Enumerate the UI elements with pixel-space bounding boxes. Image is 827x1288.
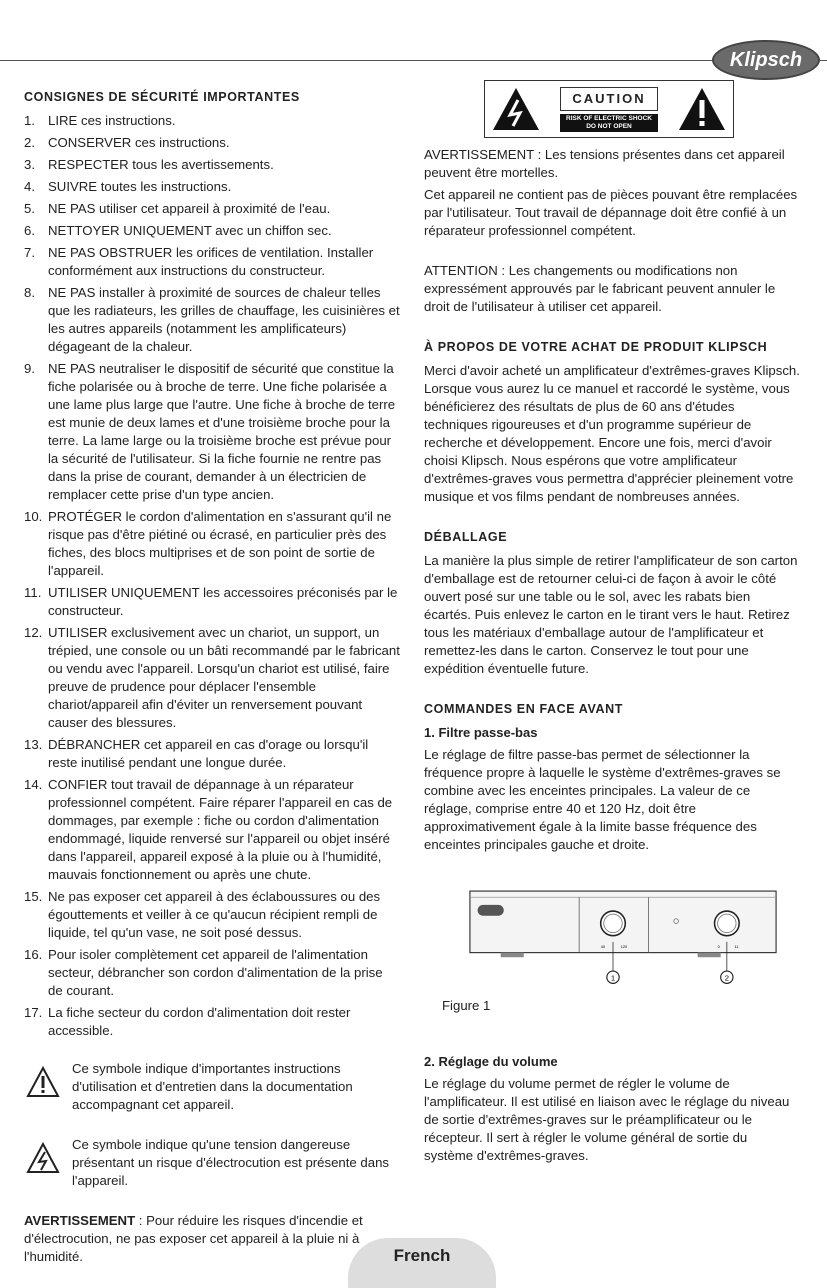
warning-triangle-icon (26, 1066, 60, 1098)
safety-item-text: RESPECTER tous les avertissements. (48, 157, 274, 172)
safety-item (24, 508, 400, 580)
knob1-min: 40 (600, 945, 605, 949)
knob1-max: 120 (620, 945, 628, 949)
knob2-max: 11 (734, 945, 739, 949)
warning-label: AVERTISSEMENT (24, 1213, 136, 1228)
klipsch-logo: Klipsch (712, 40, 820, 80)
safety-item (24, 776, 400, 884)
safety-item-number: 8. (24, 285, 35, 300)
safety-item-number: 7. (24, 245, 35, 260)
warning-paragraph (424, 146, 800, 182)
safety-item-number: 4. (24, 179, 35, 194)
header-rule (0, 60, 827, 61)
volume-title: 2. Réglage du volume (424, 1054, 558, 1069)
amplifier-front-panel-figure (424, 888, 822, 988)
safety-item (24, 284, 400, 356)
safety-item-number: 13. (24, 737, 43, 752)
safety-item-text: DÉBRANCHER cet appareil en cas d'orage ou lorsqu'il reste inutilisé pendant une longue durée. (48, 737, 369, 770)
safety-column (24, 88, 400, 1270)
callout-1-label: 1 (610, 973, 616, 983)
safety-item-number: 15. (24, 889, 43, 904)
caution-sub2: DO NOT OPEN (586, 122, 632, 130)
safety-item-text: CONFIER tout travail de dépannage à un réparateur professionnel compétent. Faire réparer l'appareil en cas de dommages, par exemple : fiche ou cordon d'alimentation endommagé, liquide renversé sur l'appareil ou objet inséré dans l'appareil, appareil exposé à la pluie ou à l'humidité, mauvais fonctionnement ou après une chute. (48, 777, 393, 882)
service-paragraph: Cet appareil ne contient pas de pièces pouvant être remplacées par l'utilisateur. Tout travail de dépannage doit être confié à un réparateur professionnel compétent. (424, 187, 798, 238)
filter-text: Le réglage de filtre passe-bas permet de sélectionner la fréquence propre à laquelle le système d'extrêmes-graves se combine avec les enceintes principales. La valeur de ce réglage, comprise entre 40 et 120 Hz, doit être approximativement égale à la limite basse fréquence des enceintes principales gauche et droite. (424, 747, 781, 852)
safety-item-text: NE PAS OBSTRUER les orifices de ventilation. Installer conformément aux instructions du constructeur. (48, 245, 374, 278)
safety-item-number: 1. (24, 113, 35, 128)
safety-item-text: Pour isoler complètement cet appareil de l'alimentation secteur, débrancher son cordon d'alimentation de la prise de courant. (48, 947, 383, 998)
safety-list (24, 112, 400, 1040)
symbol1-text: Ce symbole indique d'importantes instructions d'utilisation et d'entretien dans la documentation accompagnant cet appareil. (72, 1061, 353, 1112)
unpack-title: DÉBALLAGE (424, 530, 508, 544)
filter-knob (601, 911, 626, 936)
safety-item (24, 888, 400, 942)
safety-item (24, 156, 400, 174)
safety-item-text: SUIVRE toutes les instructions. (48, 179, 232, 194)
safety-item (24, 200, 400, 218)
safety-item-text: NE PAS neutraliser le dispositif de sécurité que constitue la fiche polarisée ou à broche de terre. Une fiche polarisée a une lame plus large que l'autre. Une fiche à broche de terre est munie de deux lames et d'une troisième broche pour la terre. La lame large ou la troisième broche est prévue pour la sécurité de l'utilisateur. Si la fiche fournie ne rentre pas dans la prise de courant, demander à un électricien de remplacer cette prise d'un type ancien. (48, 361, 396, 502)
symbol-lightning (24, 1136, 400, 1190)
safety-item (24, 134, 400, 152)
figure-caption: Figure 1 (442, 998, 491, 1013)
safety-item-number: 3. (24, 157, 35, 172)
unpack-text: La manière la plus simple de retirer l'amplificateur de son carton d'emballage est de retourner celui-ci de façon à avoir le côté ouvert posé sur une table ou le sol, avec les rabats bien écartés. Puis enlevez le carton en le tirant vers le haut. Retirez tous les matériaux d'emballage autour de l'amplificateur et remettez-les dans le carton. Conservez le tout pour une expédition éventuelle future. (424, 553, 798, 676)
warning-text: : Les tensions présentes dans cet appareil peuvent être mortelles. (424, 147, 785, 180)
safety-item-text: LIRE ces instructions. (48, 113, 176, 128)
info-column (424, 80, 800, 1169)
safety-item (24, 946, 400, 1000)
amp-logo (478, 905, 504, 916)
attention-text: : Les changements ou modifications non expressément approuvés par le fabricant peuvent annuler le droit de l'utilisateur à utiliser cet appareil. (424, 263, 776, 314)
safety-item-text: UTILISER UNIQUEMENT les accessoires préconisés par le constructeur. (48, 585, 398, 618)
safety-item-text: CONSERVER ces instructions. (48, 135, 230, 150)
safety-item-text: PROTÉGER le cordon d'alimentation en s'assurant qu'il ne risque pas d'être piétiné ou écrasé, en particulier près des fiches, des blocs multiprises et de son point de sortie de l'appareil. (48, 509, 392, 578)
safety-item-number: 2. (24, 135, 35, 150)
caution-subtext (560, 114, 658, 132)
warning-label: AVERTISSEMENT (424, 147, 534, 162)
safety-item (24, 1004, 400, 1040)
lightning-triangle-icon (26, 1142, 60, 1174)
safety-item-number: 17. (24, 1005, 43, 1020)
safety-item-text: NE PAS utiliser cet appareil à proximité de l'eau. (48, 201, 331, 216)
safety-item (24, 112, 400, 130)
safety-item-text: NE PAS installer à proximité de sources de chaleur telles que les radiateurs, les grilles de chauffage, les cuisinières et les autres appareils (notamment les amplificateurs) dégageant de la chaleur. (48, 285, 400, 354)
volume-text: Le réglage du volume permet de régler le volume de l'amplificateur. Il est utilisé en liaison avec le réglage du niveau de sortie d'extrêmes-graves sur le préamplificateur ou le récepteur. Il sert à régler le volume général de sortie du système d'extrêmes-graves. (424, 1076, 790, 1163)
about-title: À PROPOS DE VOTRE ACHAT DE PRODUIT KLIPSCH (424, 340, 768, 354)
language-tab: French (348, 1238, 496, 1288)
controls-title: COMMANDES EN FACE AVANT (424, 702, 623, 716)
safety-item-text: UTILISER exclusivement avec un chariot, un support, un trépied, une console ou un bâti recommandé par le fabricant ou vendu avec l'appareil. Lorsqu'un chariot est utilisé, faire preuve de prudence pour déplacer l'ensemble chariot/appareil afin d'éviter un renversement pouvant causer des blessures. (48, 625, 400, 730)
warning-paragraph (24, 1212, 400, 1266)
safety-item (24, 360, 400, 504)
safety-item (24, 584, 400, 620)
safety-item (24, 178, 400, 196)
attention-paragraph (424, 262, 800, 316)
attention-label: ATTENTION (424, 263, 498, 278)
volume-knob (715, 911, 740, 936)
safety-item-number: 12. (24, 625, 43, 640)
safety-item-number: 9. (24, 361, 35, 376)
filter-title: 1. Filtre passe-bas (424, 725, 538, 740)
exclamation-triangle-icon (677, 86, 727, 132)
safety-item (24, 736, 400, 772)
safety-item (24, 624, 400, 732)
safety-item-number: 5. (24, 201, 35, 216)
safety-item-number: 14. (24, 777, 43, 792)
safety-item (24, 222, 400, 240)
caution-title: CAUTION (560, 87, 658, 111)
knob2-min: 0 (717, 945, 720, 949)
symbol-exclamation (24, 1060, 400, 1114)
safety-item-text: La fiche secteur du cordon d'alimentation doit rester accessible. (48, 1005, 351, 1038)
safety-item-text: NETTOYER UNIQUEMENT avec un chiffon sec. (48, 223, 332, 238)
callout-2-label: 2 (724, 973, 729, 983)
about-text: Merci d'avoir acheté un amplificateur d'extrêmes-graves Klipsch. Lorsque vous aurez lu ce manuel et raccordé le système, vous bénéficierez des résultats de plus de 60 ans d'études techniques rigoureuses et d'un programme supérieur de recherche et développement. Encore une fois, merci d'avoir choisi Klipsch. Nous espérons que votre amplificateur d'extrêmes-graves vous permettra d'apprécier pleinement votre musique et vos films pendant de nombreuses années. (424, 363, 800, 504)
safety-item-text: Ne pas exposer cet appareil à des éclaboussures ou des égouttements et veiller à ce qu'aucun récipient rempli de liquide, tel qu'un vase, ne soit posé dessus. (48, 889, 381, 940)
safety-item (24, 244, 400, 280)
warning-text: : Pour réduire les risques d'incendie et d'électrocution, ne pas exposer cet appareil à la pluie ni à l'humidité. (24, 1213, 363, 1264)
safety-title: CONSIGNES DE SÉCURITÉ IMPORTANTES (24, 90, 300, 104)
safety-item-number: 6. (24, 223, 35, 238)
safety-item-number: 10. (24, 509, 43, 524)
caution-label (484, 80, 734, 138)
caution-sub1: RISK OF ELECTRIC SHOCK (566, 114, 652, 122)
safety-item-number: 16. (24, 947, 43, 962)
symbol2-text: Ce symbole indique qu'une tension dangereuse présentant un risque d'électrocution est présente dans l'appareil. (72, 1137, 390, 1188)
caution-box (560, 87, 658, 132)
lightning-triangle-icon (491, 86, 541, 132)
safety-item-number: 11. (24, 585, 42, 600)
